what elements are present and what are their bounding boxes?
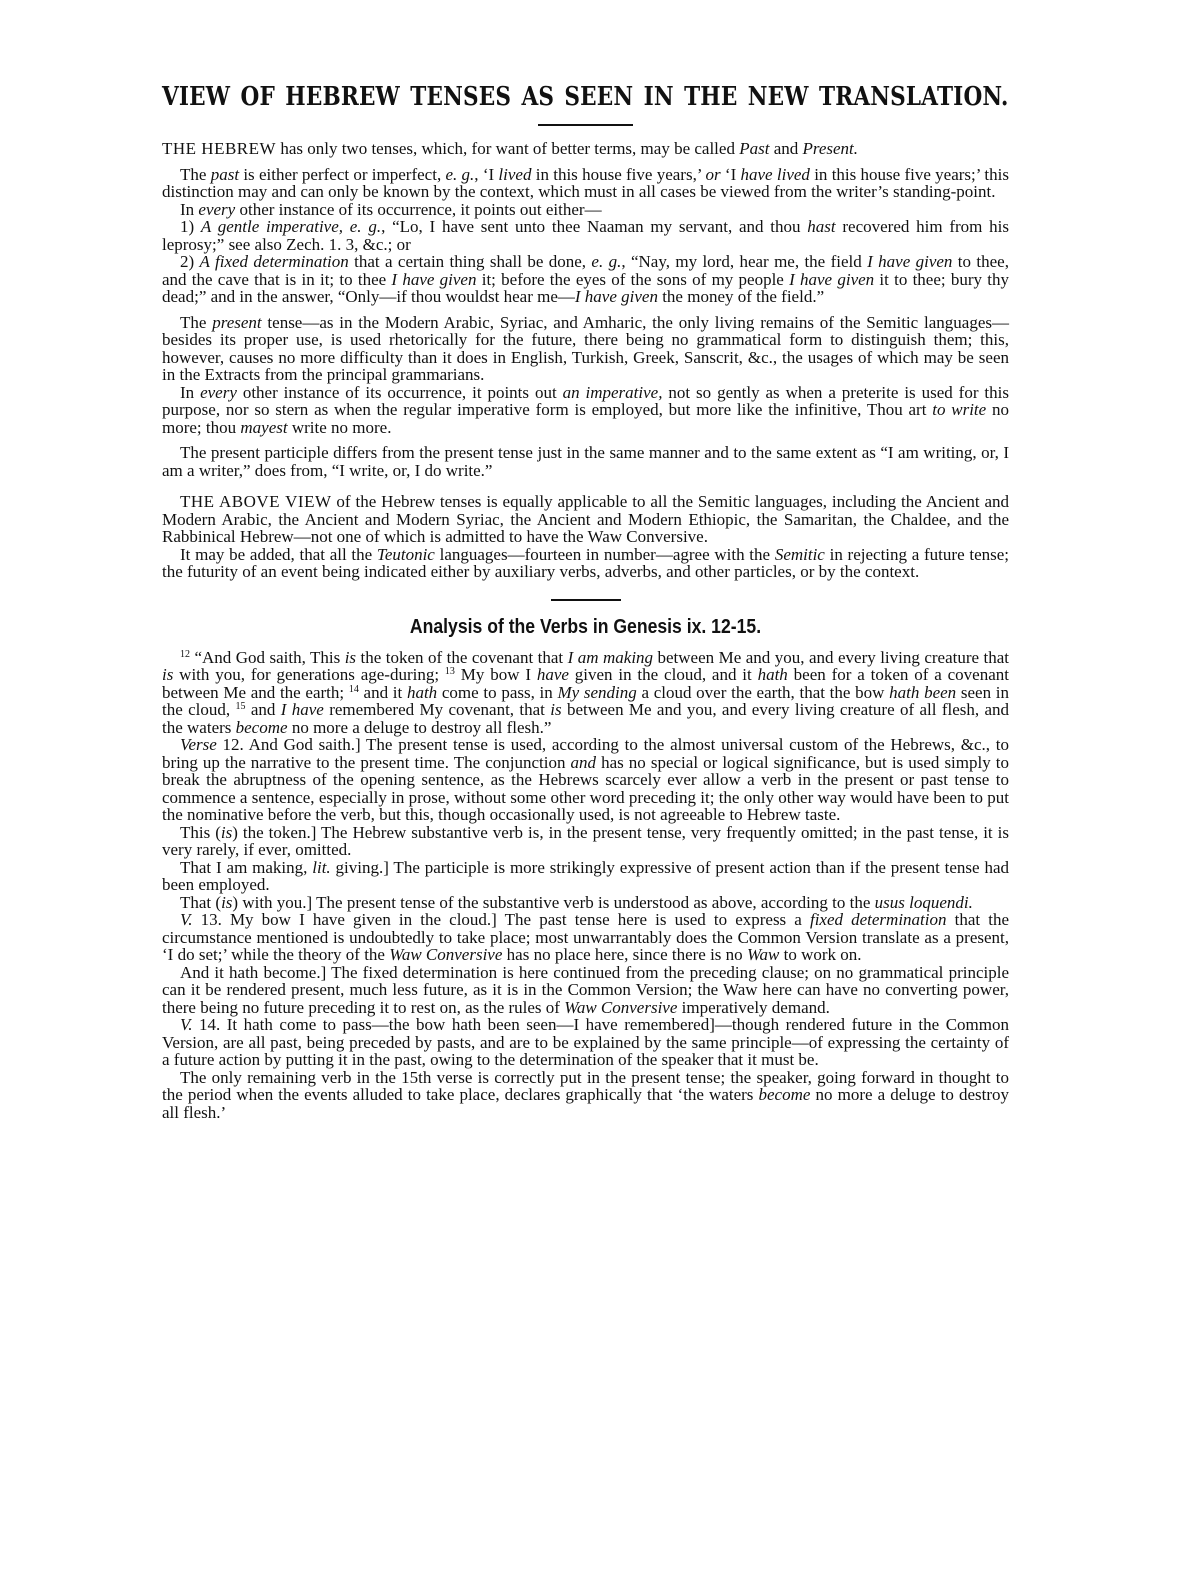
note-hath-become: And it hath become.] The fixed determination is here continued from the preceding clause; on no grammatical principle can it be rendered present, much less future, as it is in the Common Version; the Waw here can have no converting power, there being no future preceding it to rest on, as the rules of Waw Conversive imperatively demand. [162,962,1009,1017]
lead-caps: THE ABOVE VIEW [180,492,332,511]
paragraph-imperative: In every other instance of its occurrence, it points out an imperative, not so gently as when a preterite is used for this purpose, nor so stern as when the regular imperative form is employed, but more like the infinitive, Thou art to write no more; thou mayest write no more. [162,382,1009,437]
lead-caps: THE HEBREW [162,139,277,158]
section-heading: Analysis of the Verbs in Genesis ix. 12-15. [409,615,762,638]
paragraph-above-view: THE ABOVE VIEW of the Hebrew tenses is equally applicable to all the Semitic languages, including the Ancient and Modern Arabic, the Ancient and Modern Syriac, the Ancient and Modern Ethiopic, the Samaritan, the Chaldee, and the Rabbinical Hebrew—not one of which is admitted to have the Waw Conversive. [162,492,1009,546]
verse-number: 14 [348,683,359,695]
paragraph-past: The past is either perfect or imperfect, e. g., ‘I lived in this house five years,’ or ‘I have lived in this house five years;’ this distinction may and can only be known by the context, which must in all cases be viewed from the writer’s standing-point. [162,164,1009,201]
paragraph-other-instance: In every other instance of its occurrence, it points out either— [180,199,602,219]
paragraph-present: The present tense—as in the Modern Arabic, Syriac, and Amharic, the only living remains of the Semitic languages—besides its proper use, is used rhetorically for the future, there being no grammatical form to distinguish them; this, however, causes no more difficulty than it does in English, Turkish, Greek, Sanscrit, &c., the usages of which may be seen in the Extracts from the principal grammarians. [162,312,1009,384]
note-verse-14: V. 14. It hath come to pass—the bow hath been seen—I have remembered]—though rendered future in the Common Version, are all past, being preceded by pasts, and are to be explained by the same principle—of expressing the certainty of a future action by putting it in the past, owing to the determination of the speaker that it must be. [162,1015,1009,1069]
verse-number: 13 [444,666,455,677]
verse-number: 12 [180,648,190,660]
section-rule [551,599,621,601]
paragraph-intro: THE HEBREW has only two tenses, which, for want of better terms, may be called Past and Present. [162,139,859,158]
verse-number: 15 [235,701,246,712]
paragraph-gentle-imperative: 1) A gentle imperative, e. g., “Lo, I have sent unto thee Naaman my servant, and thou hast recovered him from his leprosy;” see also Zech. 1. 3, &c.; or [162,217,1009,254]
note-verse-12: Verse 12. And God saith.] The present tense is used, according to the almost universal custom of the Hebrews, &c., to bring up the narrative to the present time. The conjunction and has no special or logical significance, but is used simply to break the abruptness of the opening sentence, as the Hebrews scarcely ever allow a verb in the present or past tense to commence a sentence, especially in prose, without some other word preceding it; the only other way would have been to put the nominative before the verb, but this, though occasionally used, is not agreeable to Hebrew taste. [162,735,1010,824]
title-rule [538,124,633,126]
paragraph-participle: The present participle differs from the present tense just in the same manner and to the same extent as “I am writing, or, I am a writer,” does from, “I write, or, I do write.” [162,443,1009,480]
genesis-passage: $^{12}$ “And God saith, This is the token of the covenant that I am making between Me and you, and every living creature that is with you, for generations age-during; $^{13}$ My bow I have given in the cloud, and it hath been for a token of a covenant between Me and the earth; $^{14}$ and it hath come to pass, in My sending a cloud over the earth, that the bow hath been seen in the cloud, $^{15}$ and I have remembered My covenant, that is between Me and you, and every living creature of all flesh, and the waters become no more a deluge to destroy all flesh.” [162,647,1010,737]
note-verse-15: The only remaining verb in the 15th verse is correctly put in the present tense; the speaker, going forward in thought to the period when the events alluded to take place, declares graphically that ‘the waters become no more a deluge to destroy all flesh.’ [162,1067,1009,1122]
note-token: This (is) the token.] The Hebrew substantive verb is, in the present tense, very frequently omitted; in the past tense, it is very rarely, if ever, omitted. [162,822,1009,859]
page [162,82,1009,1121]
note-verse-13: V. 13. My bow I have given in the cloud.] The past tense here is used to express a fixed determination that the circumstance mentioned is undoubtedly to take place; most unwarrantably does the Common Version translate as a present, ‘I do set;’ while the theory of the Waw Conversive has no place here, since there is no Waw to work on. [162,910,1009,964]
note-with-you: That (is) with you.] The present tense of the substantive verb is understood as above, according to the usus loquendi. [180,892,973,912]
note-making: That I am making, lit. giving.] The participle is more strikingly expressive of present action than if the present tense had been employed. [162,857,1009,894]
page-title: VIEW OF HEBREW TENSES AS SEEN IN THE NEW TRANSLATION. [162,82,1009,112]
paragraph-teutonic: It may be added, that all the Teutonic languages—fourteen in number—agree with the Semitic in rejecting a future tense; the futurity of an event being indicated either by auxiliary verbs, adverbs, and other particles, or by the context. [162,544,1009,581]
paragraph-fixed-determination: 2) A fixed determination that a certain thing shall be done, e. g., “Nay, my lord, hear me, the field I have given to thee, and the cave that is in it; to thee I have given it; before the eyes of the sons of my people I have given it to thee; bury thy dead;” and in the answer, “Only—if thou wouldst hear me—I have given the money of the field.” [162,252,1009,306]
